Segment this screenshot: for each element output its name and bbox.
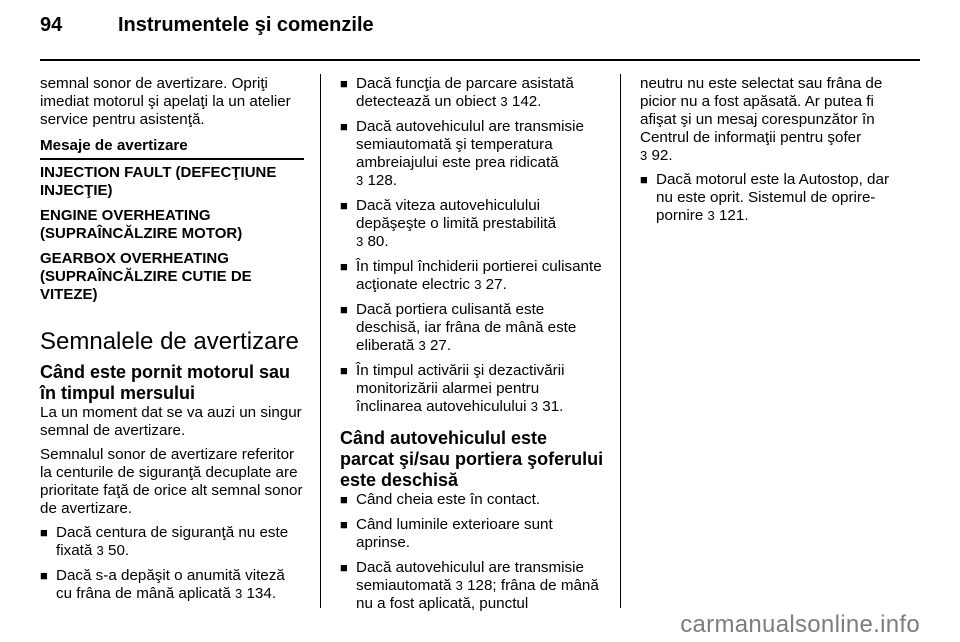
list-item-text: Dacă funcţia de parcare asistată detectează un obiect — [356, 75, 574, 110]
bullet-square-icon: ■ — [340, 560, 348, 575]
list-item-text: În timpul activării şi dezactivării monitorizării alarmei pentru înclinarea autovehiculului — [356, 362, 565, 415]
xref-arrow-icon: 3 — [474, 277, 482, 292]
list-item — [40, 567, 304, 603]
page-header — [40, 14, 374, 37]
page-reference[interactable]: 27. — [485, 276, 507, 293]
xref-arrow-icon: 3 — [418, 338, 426, 353]
bullet-square-icon: ■ — [640, 172, 648, 187]
bullet-list — [40, 524, 304, 603]
warning-message: GEARBOX OVERHEATING (SUPRAÎNCĂLZIRE CUTIE DE VITEZE) — [40, 250, 252, 303]
page-reference[interactable]: 31. — [542, 398, 564, 415]
xref-arrow-icon: 3 — [235, 586, 243, 601]
list-item — [640, 171, 906, 225]
xref-arrow-icon: 3 — [530, 399, 539, 414]
page-reference[interactable]: 27. — [429, 337, 452, 354]
messages-heading-rule — [40, 158, 304, 160]
bullet-square-icon: ■ — [40, 525, 48, 540]
column-2 — [340, 75, 604, 613]
list-item-text: Dacă centura de siguranţă nu este fixată — [56, 524, 289, 559]
bullet-square-icon: ■ — [40, 568, 48, 583]
paragraph-text: neutru nu este selectat sau frâna de picior nu a fost apăsată. Ar putea fi afişat şi un mesaj corespunzător în Centrul de informaţii pentru şofer — [640, 75, 883, 146]
watermark: carmanualsonline.info — [680, 611, 920, 638]
list-item — [40, 524, 304, 560]
bullet-list — [340, 491, 604, 613]
bullet-square-icon: ■ — [340, 259, 348, 274]
xref-arrow-icon: 3 — [500, 94, 508, 109]
subsection-title: Când autovehiculul este parcat şi/sau portiera şoferului este deschisă — [340, 428, 604, 490]
xref-arrow-icon: 3 — [640, 148, 648, 163]
bullet-square-icon: ■ — [340, 76, 348, 91]
list-item-text: Dacă viteza autovehiculului depăşeşte o limită prestabilită — [356, 197, 557, 232]
column-1 — [40, 75, 304, 603]
bullet-list — [340, 75, 604, 416]
list-item-text: Dacă portiera culisantă este deschisă, iar frâna de mână este eliberată — [356, 301, 577, 354]
page-number: 94 — [40, 14, 63, 36]
page-reference[interactable]: 134. — [246, 585, 277, 602]
list-item — [340, 75, 604, 111]
xref-arrow-icon: 3 — [455, 578, 463, 593]
xref-arrow-icon: 3 — [707, 208, 715, 223]
intro-paragraph: semnal sonor de avertizare. Opriţi imediat motorul şi apelaţi la un atelier service pentru asistenţă. — [40, 75, 291, 128]
list-item-text: Când cheia este în contact. — [356, 491, 541, 508]
page-reference[interactable]: 128. — [367, 172, 398, 189]
bullet-square-icon: ■ — [340, 302, 348, 317]
paragraph: Semnalul sonor de avertizare referitor la centurile de siguranţă decuplate are prioritate faţă de orice alt semnal sonor de avertizare. — [40, 446, 303, 517]
list-item-text: Dacă autovehiculul are transmisie semiautomată — [356, 559, 584, 594]
column-3 — [640, 75, 906, 225]
bullet-square-icon: ■ — [340, 492, 348, 507]
column-divider-1 — [320, 74, 321, 608]
warning-message: ENGINE OVERHEATING (SUPRAÎNCĂLZIRE MOTOR) — [40, 207, 243, 242]
paragraph: La un moment dat se va auzi un singur semnal de avertizare. — [40, 404, 302, 439]
page-reference[interactable]: 92. — [651, 147, 673, 164]
xref-arrow-icon: 3 — [356, 173, 364, 188]
bullet-square-icon: ■ — [340, 363, 348, 378]
list-item-text: Dacă autovehiculul are transmisie semiautomată şi temperatura ambreiajului este prea ridicată — [356, 118, 584, 171]
warning-message: INJECTION FAULT (DEFECŢIUNE INJECŢIE) — [40, 164, 277, 199]
section-title: Semnalele de avertizare — [40, 328, 299, 355]
page-reference[interactable]: 128; frâna de mână nu a fost aplicată, punctul — [356, 577, 599, 612]
xref-arrow-icon: 3 — [96, 543, 104, 558]
page-reference[interactable]: 80. — [367, 233, 389, 250]
page-reference[interactable]: 142. — [511, 93, 542, 110]
column-divider-2 — [620, 74, 621, 608]
list-item — [340, 491, 604, 509]
messages-heading: Mesaje de avertizare — [40, 137, 188, 154]
list-item — [340, 559, 604, 613]
header-rule — [40, 59, 920, 61]
continuation-paragraph — [640, 75, 906, 165]
xref-arrow-icon: 3 — [356, 234, 364, 249]
list-item — [340, 118, 604, 190]
list-item — [340, 258, 604, 294]
page-title: Instrumentele şi comenzile — [118, 14, 374, 36]
bullet-square-icon: ■ — [340, 198, 348, 213]
bullet-list — [640, 171, 906, 225]
bullet-square-icon: ■ — [340, 119, 348, 134]
bullet-square-icon: ■ — [340, 517, 348, 532]
list-item — [340, 362, 604, 416]
subsection-title: Când este pornit motorul sau în timpul mersului — [40, 362, 291, 403]
list-item — [340, 301, 604, 355]
list-item-text: Dacă s-a depăşit o anumită viteză cu frâna de mână aplicată — [56, 567, 285, 602]
list-item — [340, 197, 604, 251]
page-reference[interactable]: 50. — [108, 542, 130, 559]
list-item-text: Dacă motorul este la Autostop, dar nu este oprit. Sistemul de oprire-pornire — [656, 171, 890, 224]
list-item-text: Când luminile exterioare sunt aprinse. — [356, 516, 553, 551]
list-item-text: În timpul închiderii portierei culisante acţionate electric — [356, 258, 602, 293]
page-reference[interactable]: 121. — [718, 207, 749, 224]
list-item — [340, 516, 604, 552]
